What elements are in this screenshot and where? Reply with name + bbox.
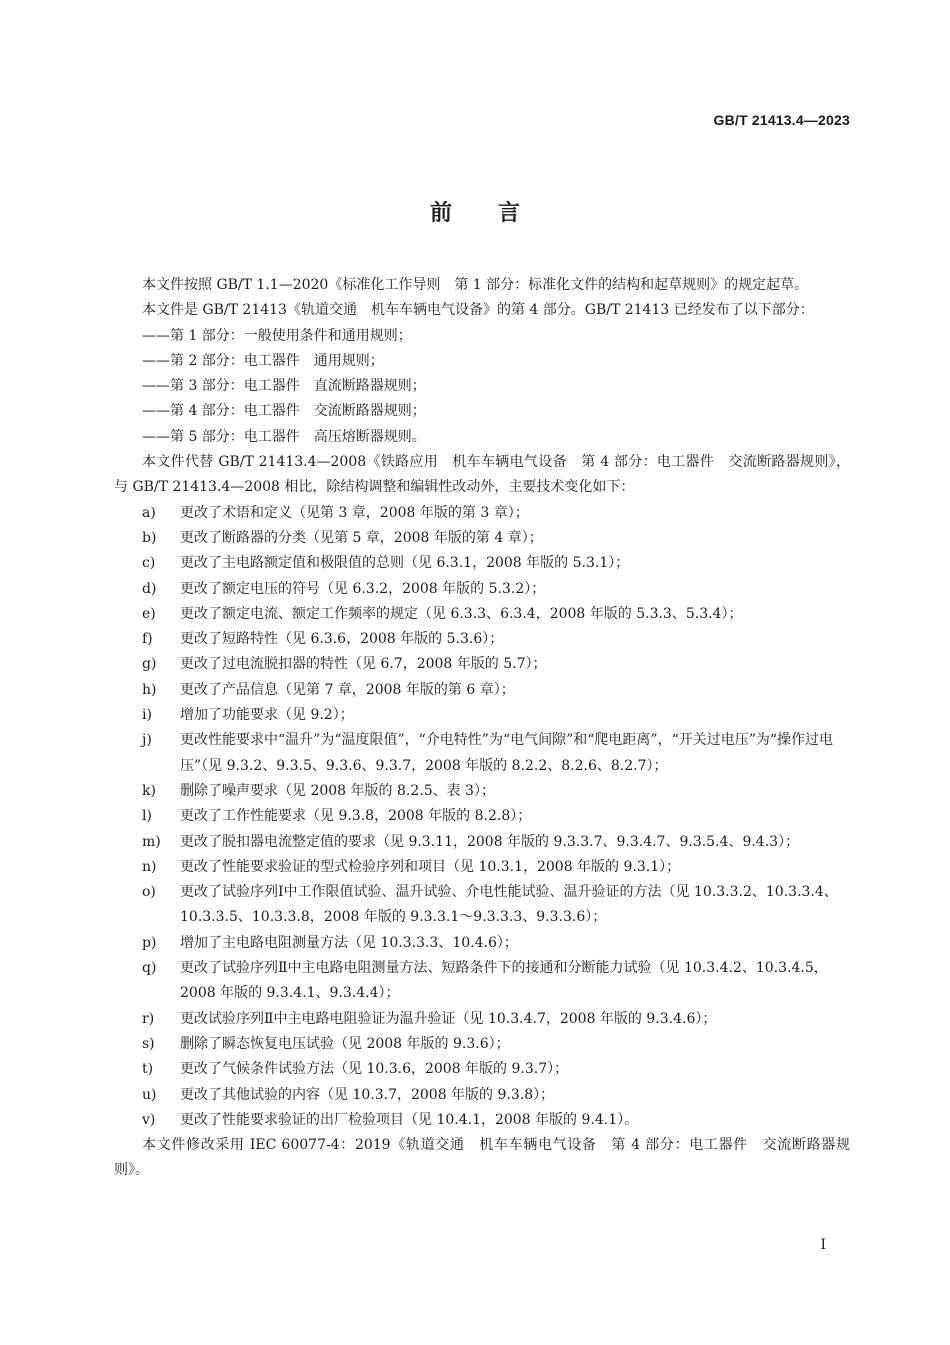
change-text: 更改了产品信息（见第 7 章，2008 年版的第 6 章）； — [180, 681, 515, 698]
change-label: g) — [142, 656, 157, 673]
change-label: i) — [142, 707, 152, 724]
change-text: 更改性能要求中“温升”为“温度限值”，“介电特性”为“电气间隙”和“爬电距离”，“开关过电压”为“操作过电压”（见 9.3.2、9.3.5、9.3.6、9.3.7，2008 年版的 8.2.2、8.2.6、8.2.7）； — [180, 732, 834, 774]
change-label: f) — [142, 631, 153, 648]
change-item — [114, 880, 850, 931]
change-item — [114, 1007, 850, 1032]
change-label: u) — [142, 1086, 157, 1103]
change-item — [114, 855, 850, 880]
change-label: d) — [142, 580, 157, 597]
change-label: n) — [142, 858, 157, 875]
change-label: o) — [142, 884, 156, 901]
change-label: m) — [142, 833, 161, 850]
change-item — [114, 551, 850, 576]
change-text: 删除了噪声要求（见 2008 年版的 8.2.5、表 3）； — [180, 782, 495, 799]
parts-list — [114, 324, 850, 450]
change-item — [114, 931, 850, 956]
parts-list-item: ——第 4 部分：电工器件 交流断路器规则； — [142, 403, 426, 420]
change-text: 更改了主电路额定值和极限值的总则（见 6.3.1，2008 年版的 5.3.1）； — [180, 555, 630, 572]
change-text: 更改了工作性能要求（见 9.3.8，2008 年版的 8.2.8）； — [180, 808, 532, 825]
change-label: r) — [142, 1010, 155, 1027]
paragraph-series-intro: 本文件是 GB/T 21413《轨道交通 机车车辆电气设备》的第 4 部分。GB/T 21413 已经发布了以下部分： — [142, 302, 814, 319]
parts-list-item: ——第 3 部分：电工器件 直流断路器规则； — [142, 378, 426, 395]
change-item — [114, 627, 850, 652]
paragraph-adoption: 本文件修改采用 IEC 60077-4：2019《轨道交通 机车车辆电气设备 第 4 部分：电工器件 交流断路器规则》。 — [114, 1137, 850, 1179]
parts-list-item: ——第 1 部分：一般使用条件和通用规则； — [142, 327, 412, 344]
change-item — [114, 830, 850, 855]
change-item — [114, 804, 850, 829]
change-item — [114, 728, 850, 779]
change-item — [114, 652, 850, 677]
change-text: 更改了性能要求验证的型式检验序列和项目（见 10.3.1，2008 年版的 9.3.1）； — [180, 858, 681, 875]
change-label: a) — [142, 504, 156, 521]
change-label: v) — [142, 1111, 156, 1128]
change-text: 更改了额定电压的符号（见 6.3.2，2008 年版的 5.3.2）； — [180, 580, 546, 597]
change-text: 更改了气候条件试验方法（见 10.3.6，2008 年版的 9.3.7）； — [180, 1061, 569, 1078]
change-label: s) — [142, 1035, 155, 1052]
change-text: 更改了过电流脱扣器的特性（见 6.7，2008 年版的 5.7）； — [180, 656, 547, 673]
change-item — [114, 703, 850, 728]
change-label: t) — [142, 1061, 154, 1078]
change-text: 更改试验序列Ⅱ中主电路电阻验证为温升验证（见 10.3.4.7，2008 年版的 9.3.4.6）； — [180, 1010, 717, 1027]
change-item — [114, 956, 850, 1007]
change-text: 删除了瞬态恢复电压试验（见 2008 年版的 9.3.6）； — [180, 1035, 510, 1052]
change-text: 更改了脱扣器电流整定值的要求（见 9.3.11，2008 年版的 9.3.3.7、9.3.4.7、9.3.5.4、9.4.3）； — [180, 833, 800, 850]
change-label: e) — [142, 605, 156, 622]
change-text: 更改了其他试验的内容（见 10.3.7，2008 年版的 9.3.8）； — [180, 1086, 555, 1103]
paragraph-replaces: 本文件代替 GB/T 21413.4—2008《铁路应用 机车车辆电气设备 第 4 部分：电工器件 交流断路器规则》，与 GB/T 21413.4—2008 相比，除结构调整和编辑性改动外，主要技术变化如下： — [114, 454, 850, 496]
change-label: k) — [142, 782, 156, 799]
page-number: I — [820, 1237, 826, 1253]
change-label: j) — [142, 732, 152, 749]
paragraph-drafting-rules: 本文件按照 GB/T 1.1—2020《标准化工作导则 第 1 部分：标准化文件的结构和起草规则》的规定起草。 — [142, 277, 809, 293]
change-text: 增加了主电路电阻测量方法（见 10.3.3.3、10.4.6）； — [180, 934, 518, 951]
change-text: 更改了短路特性（见 6.3.6，2008 年版的 5.3.6）； — [180, 631, 504, 648]
change-text: 更改了断路器的分类（见第 5 章，2008 年版的第 4 章）； — [180, 529, 543, 546]
change-text: 更改了试验序列Ⅱ中主电路电阻测量方法、短路条件下的接通和分断能力试验（见 10.3.4.2、10.3.4.5，2008 年版的 9.3.4.1、9.3.4.4）； — [180, 960, 828, 1002]
change-label: l) — [142, 808, 152, 825]
change-item — [114, 526, 850, 551]
change-item — [114, 577, 850, 602]
change-item — [114, 678, 850, 703]
change-item — [114, 1083, 850, 1108]
parts-list-item: ——第 2 部分：电工器件 通用规则； — [142, 352, 384, 369]
change-item — [114, 501, 850, 526]
change-text: 更改了性能要求验证的出厂检验项目（见 10.4.1，2008 年版的 9.4.1）。 — [180, 1111, 639, 1128]
change-label: h) — [142, 681, 157, 698]
parts-list-item: ——第 5 部分：电工器件 高压熔断器规则。 — [142, 428, 426, 445]
foreword-body — [114, 273, 850, 1184]
change-label: b) — [142, 529, 157, 546]
changes-list — [114, 501, 850, 1133]
change-label: q) — [142, 960, 157, 977]
change-item — [114, 779, 850, 804]
change-label: c) — [142, 555, 156, 572]
change-text: 增加了功能要求（见 9.2）； — [180, 707, 354, 724]
standard-code: GB/T 21413.4—2023 — [713, 112, 850, 128]
page-title: 前言 — [429, 200, 566, 226]
change-item — [114, 1032, 850, 1057]
change-text: 更改了试验序列Ⅰ中工作限值试验、温升试验、介电性能试验、温升验证的方法（见 10.3.3.2、10.3.3.4、10.3.3.5、10.3.3.8，2008 年版的 9.3.3.1～9.3.3.3、9.3.3.6）； — [180, 884, 838, 926]
change-item — [114, 1108, 850, 1133]
change-text: 更改了术语和定义（见第 3 章，2008 年版的第 3 章）； — [180, 504, 529, 521]
change-item — [114, 602, 850, 627]
change-label: p) — [142, 934, 157, 951]
change-item — [114, 1057, 850, 1082]
change-text: 更改了额定电流、额定工作频率的规定（见 6.3.3、6.3.4，2008 年版的 5.3.3、5.3.4）； — [180, 605, 743, 622]
